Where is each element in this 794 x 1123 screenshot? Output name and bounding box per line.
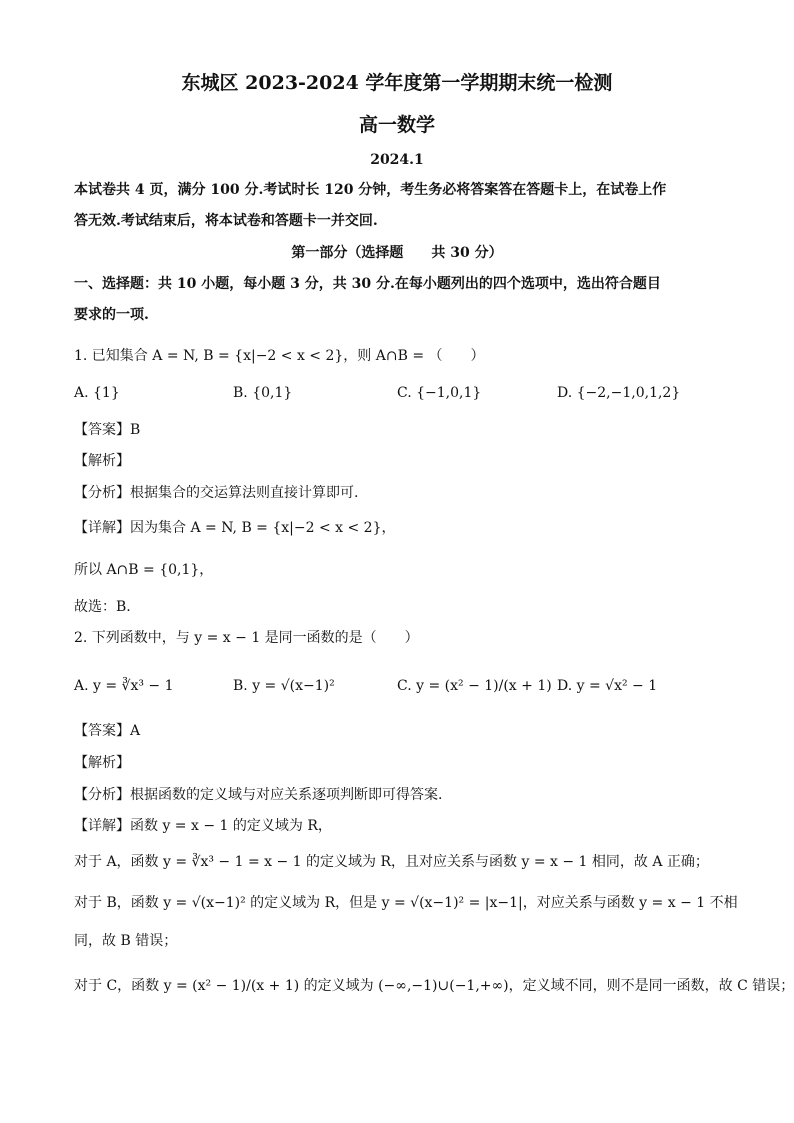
question-1-option-b: B. {0,1} xyxy=(233,385,293,401)
question-2-option-b: B. y = √(x−1)² xyxy=(233,678,335,694)
question-2-answer: 【答案】A xyxy=(74,723,141,739)
question-1-stem: 1. 已知集合 A = N, B = {x|−2 < x < 2}，则 A∩B = （ ） xyxy=(74,348,485,364)
question-2-xiangjie: 【详解】函数 y = x − 1 的定义域为 R， xyxy=(74,818,332,834)
question-2-option-c-explanation: 对于 C，函数 y = (x² − 1)/(x + 1) 的定义域为 (−∞,−1)∪(−1,+∞)，定义域不同，则不是同一函数，故 C 错误； xyxy=(74,978,794,994)
document-title: 东城区 2023-2024 学年度第一学期期末统一检测 xyxy=(181,72,613,94)
question-2-stem: 2. 下列函数中，与 y = x − 1 是同一函数的是（ ） xyxy=(74,630,419,646)
document-subtitle: 高一数学 xyxy=(358,114,435,136)
question-2-option-c: C. y = (x² − 1)/(x + 1) xyxy=(397,678,552,694)
question-2-option-a-explanation: 对于 A，函数 y = ∛x³ − 1 = x − 1 的定义域为 R，且对应关系与函数 y = x − 1 相同，故 A 正确； xyxy=(74,854,709,870)
question-1-option-c: C. {−1,0,1} xyxy=(397,385,482,401)
question-1-conclusion: 所以 A∩B = {0,1}， xyxy=(74,562,214,578)
question-2-analysis-label: 【解析】 xyxy=(74,755,130,771)
question-1-option-a: A. {1} xyxy=(74,385,120,401)
section-heading-line-2: 要求的一项. xyxy=(74,307,149,323)
question-1-fenxi: 【分析】根据集合的交运算法则直接计算即可. xyxy=(74,485,359,501)
instructions-line-1: 本试卷共 4 页，满分 100 分.考试时长 120 分钟，考生务必将答案答在答题卡上，在试卷上作 xyxy=(74,182,667,198)
question-2-option-a: A. y = ∛x³ − 1 xyxy=(74,678,174,694)
question-2-option-b-explanation-1: 对于 B，函数 y = √(x−1)² 的定义域为 R，但是 y = √(x−1)² = |x−1|，对应关系与函数 y = x − 1 不相 xyxy=(74,895,738,911)
question-1-choice: 故选：B. xyxy=(74,599,131,615)
question-1-answer: 【答案】B xyxy=(74,422,141,438)
part-heading: 第一部分（选择题 共 30 分） xyxy=(291,245,503,261)
question-1-analysis-label: 【解析】 xyxy=(74,453,130,469)
document-date: 2024.1 xyxy=(370,152,424,168)
question-2-option-b-explanation-2: 同，故 B 错误； xyxy=(74,933,178,949)
section-heading-line-1: 一、选择题：共 10 小题，每小题 3 分，共 30 分.在每小题列出的四个选项中，选出符合题目 xyxy=(74,276,661,292)
question-1-option-d: D. {−2,−1,0,1,2} xyxy=(557,385,681,401)
question-1-xiangjie: 【详解】因为集合 A = N, B = {x|−2 < x < 2}， xyxy=(74,520,396,536)
question-2-option-d: D. y = √x² − 1 xyxy=(557,678,658,694)
question-2-fenxi: 【分析】根据函数的定义域与对应关系逐项判断即可得答案. xyxy=(74,787,443,803)
instructions-line-2: 答无效.考试结束后，将本试卷和答题卡一并交回. xyxy=(74,213,378,229)
